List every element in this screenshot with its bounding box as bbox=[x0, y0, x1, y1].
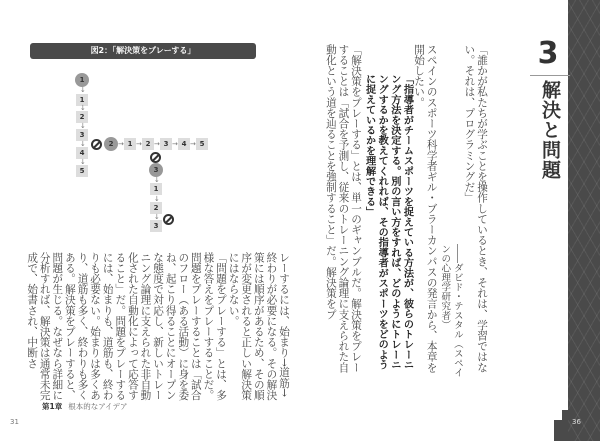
arrow-down-icon: ↓ bbox=[154, 195, 160, 203]
step-box: 3 bbox=[160, 138, 172, 150]
step-box: 4 bbox=[178, 138, 190, 150]
arrow-down-icon: ↓ bbox=[80, 158, 86, 166]
arrow-right-icon: → bbox=[154, 140, 160, 148]
quote-paragraph: 「指導者がチームスポーツを捉えている方法が、彼らのトレーニング方法を決定する。別の言い方をすれば、どのようにトレーニングするかを教えてくれれば、その指導者がスポーツをどのように捉えているかを理解できる」 bbox=[363, 74, 413, 370]
step-circle-2: 2 bbox=[104, 137, 118, 151]
step-box: 2 bbox=[76, 111, 88, 123]
arrow-down-icon: ↓ bbox=[80, 86, 86, 94]
footer-title: 根本的なアイデア bbox=[68, 402, 128, 411]
arrow-right-icon: → bbox=[136, 140, 142, 148]
arrow-down-icon: ↓ bbox=[80, 122, 86, 130]
arrow-right-icon: → bbox=[190, 140, 196, 148]
paragraph: 「問題をプレーする」とは、多様な答えをプレーすることだ。問題をプレーすることは「試合のフロー（ある活動）に身を委ね、起こり得ることにオープンな態度で対応し、新しいトレーニング論理に支えられた非自動化された自動化によって応答すること」だ。問題をプレーするには、始まりも、道筋も、終わりも必要ない。始まりは多くあり、道筋も多く、終わりも多くある。解決策をプレーすると、問題が生じる。なぜなら詳細に分析すれば、解決策は通常未完成で、始書され、中断さ bbox=[26, 252, 228, 401]
chapter-title: 解決と問題 bbox=[539, 80, 561, 180]
epigraph-attribution: ――ダビド・テスタル（スペインの心理学研究者） bbox=[439, 244, 463, 377]
epigraph: 「誰かが私たちが学ぶことを操作しているとき、それは、学習ではない。それは、プログラミングだ」 bbox=[463, 44, 488, 373]
left-page-body bbox=[26, 252, 290, 404]
running-footer bbox=[42, 401, 128, 412]
step-box: 4 bbox=[76, 147, 88, 159]
decorative-band bbox=[568, 0, 600, 441]
page-number-right: 36 bbox=[572, 418, 581, 426]
step-box: 2 bbox=[142, 138, 154, 150]
ban-icon bbox=[163, 214, 174, 225]
ban-icon bbox=[150, 152, 161, 163]
arrow-down-icon: ↓ bbox=[154, 213, 160, 221]
step-box: 1 bbox=[124, 138, 136, 150]
right-page-body bbox=[324, 44, 488, 379]
arrow-down-icon: ↓ bbox=[154, 176, 160, 184]
arrow-down-icon: ↓ bbox=[80, 104, 86, 112]
decorative-step bbox=[562, 410, 570, 420]
page-number-left: 31 bbox=[10, 418, 19, 426]
arrow-right-icon: → bbox=[172, 140, 178, 148]
step-box: 5 bbox=[196, 138, 208, 150]
step-box: 3 bbox=[76, 129, 88, 141]
step-box: 1 bbox=[150, 183, 162, 195]
body-paragraph: 「解決策をプレーする」とは、単一のギャンブルだ。解決策をプレーすることは「試合を予測し、従来のトレーニング論理に支えられた自動化という道を辿ることを強制すること」だ。解決策をプ bbox=[324, 44, 363, 373]
intro-paragraph: スペインのスポーツ科学者ギル・ブラーカンパスの発言から、本章を開始したい。 bbox=[413, 44, 438, 373]
figure-title: 図2：「解決策をプレーする」 bbox=[30, 43, 256, 59]
ban-icon bbox=[91, 139, 102, 150]
step-circle-1: 1 bbox=[75, 73, 89, 87]
chapter-number: 3 bbox=[537, 36, 559, 71]
arrow-right-icon: → bbox=[118, 140, 124, 148]
footer-chapter: 第1章 bbox=[42, 402, 63, 411]
arrow-down-icon: ↓ bbox=[80, 140, 86, 148]
step-box: 1 bbox=[76, 94, 88, 106]
chapter-divider bbox=[530, 75, 570, 76]
decorative-step bbox=[554, 420, 568, 441]
step-box: 2 bbox=[150, 202, 162, 214]
step-circle-3: 3 bbox=[149, 163, 163, 177]
step-box: 3 bbox=[150, 220, 162, 232]
step-box: 5 bbox=[76, 165, 88, 177]
paragraph: レーするには、始まり→道筋→終わりが必要になる。その解決策には順序があるため、その順序が変更されると正しい解決策にはならない。 bbox=[227, 252, 290, 401]
